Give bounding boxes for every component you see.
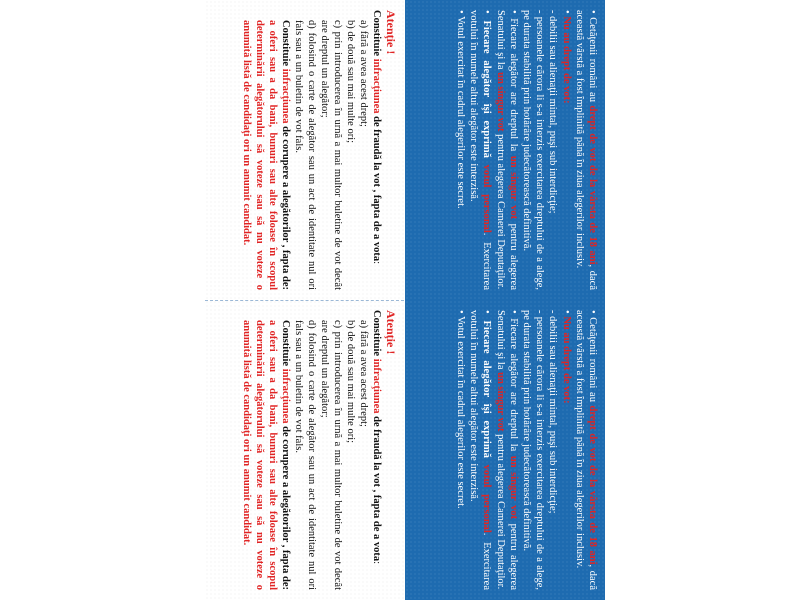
fraud-item-c: c) prin introducerea în urnă a mai multor buletine de vot decât are dreptul un alegător; (319, 20, 343, 290)
personal-vote-bullet: • Fiecare alegător îşi exprimă votul personal. Exercitarea votului în numele altui alegător este interzisă. (467, 310, 493, 590)
secret-vote-bullet: • Votul exercitat în cadrul alegerilor este secret. (454, 10, 467, 290)
secret-vote-bullet: • Votul exercitat în cadrul alegerilor este secret. (454, 310, 467, 590)
rotated-flyer-sheet (205, 0, 605, 600)
warning-section (205, 0, 405, 300)
fraud-item-b: b) de două sau mai multe ori; (345, 320, 356, 444)
voting-age-highlight: drept de vot de la vârsta de 18 ani (587, 105, 598, 265)
fraud-item-d: d) folosind o carte de alegător sau un act de identitate nul ori fals sau a un buletin de vot fals. (293, 20, 317, 290)
no-voting-right-heading: • Nu au drept de vot: (559, 310, 572, 590)
personal-vote-bullet: • Fiecare alegător îşi exprimă votul personal. Exercitarea votului în numele altui alegător este interzisă. (467, 10, 493, 290)
voting-rights-section (405, 300, 605, 600)
exclusion-item-1: - debilii sau alienaţii mintal, puşi sub interdicţie; (547, 310, 559, 514)
voting-age-bullet: • Cetăţenii români au drept de vot de la vârsta de 18 ani, dacă această vârstă a fost împlinită până în ziua alegerilor inclusiv. (573, 310, 599, 590)
fraud-item-b: b) de două sau mai multe ori; (345, 20, 356, 144)
warning-title: Atenţie ! (384, 310, 398, 355)
warning-section (205, 300, 405, 600)
voting-rights-section (405, 0, 605, 300)
voting-age-highlight: drept de vot de la vârsta de 18 ani (587, 405, 598, 565)
exclusion-item-2: - persoanele cărora li s-a interzis exercitarea dreptului de a alege, pe durata stabilită prin hotărâre judecătorească definitivă. (520, 10, 546, 290)
warning-title: Atenţie ! (384, 10, 398, 55)
flyer-card-2 (205, 300, 605, 600)
bribery-definition: Constituie infracţiunea de corupere a alegătorilor , fapta de: a oferi sau a da bani, bunuri sau alte foloase în scopul determinării alegătorului să voteze sau să nu voteze o anumită listă de candidaţi ori un anumit candidat. (241, 320, 291, 590)
no-voting-right-heading: • Nu au drept de vot: (559, 10, 572, 290)
exclusion-item-1: - debilii sau alienaţii mintal, puşi sub interdicţie; (547, 10, 559, 214)
flyer-card-1 (205, 0, 605, 300)
fraud-definition: Constituie infracţiunea de fraudă la vot , fapta de a vota: (371, 10, 382, 265)
bribery-definition: Constituie infracţiunea de corupere a alegătorilor , fapta de: a oferi sau a da bani, bunuri sau alte foloase în scopul determinării alegătorului să voteze sau să nu voteze o anumită listă de candidaţi ori un anumit candidat. (241, 20, 291, 290)
fraud-item-a: a) fără a avea acest drept; (358, 20, 369, 127)
single-vote-bullet: • Fiecare alegător are dreptul la un singur vot pentru alegerea Senatului şi la un singur vot pentru alegerea Camerei Deputaţilor. (493, 310, 519, 590)
fraud-item-c: c) prin introducerea în urnă a mai multor buletine de vot decât are dreptul un alegător; (319, 320, 343, 590)
voting-age-bullet: • Cetăţenii români au drept de vot de la vârsta de 18 ani, dacă această vârstă a fost împlinită până în ziua alegerilor inclusiv. (573, 10, 599, 290)
fraud-item-d: d) folosind o carte de alegător sau un act de identitate nul ori fals sau a un buletin de vot fals. (293, 320, 317, 590)
fraud-item-a: a) fără a avea acest drept; (358, 320, 369, 427)
fraud-definition: Constituie infracţiunea de fraudă la vot , fapta de a vota: (371, 310, 382, 565)
exclusion-item-2: - persoanele cărora li s-a interzis exercitarea dreptului de a alege, pe durata stabilită prin hotărâre judecătorească definitivă. (520, 310, 546, 590)
single-vote-bullet: • Fiecare alegător are dreptul la un singur vot pentru alegerea Senatului şi la un singur vot pentru alegerea Camerei Deputaţilor. (493, 10, 519, 290)
